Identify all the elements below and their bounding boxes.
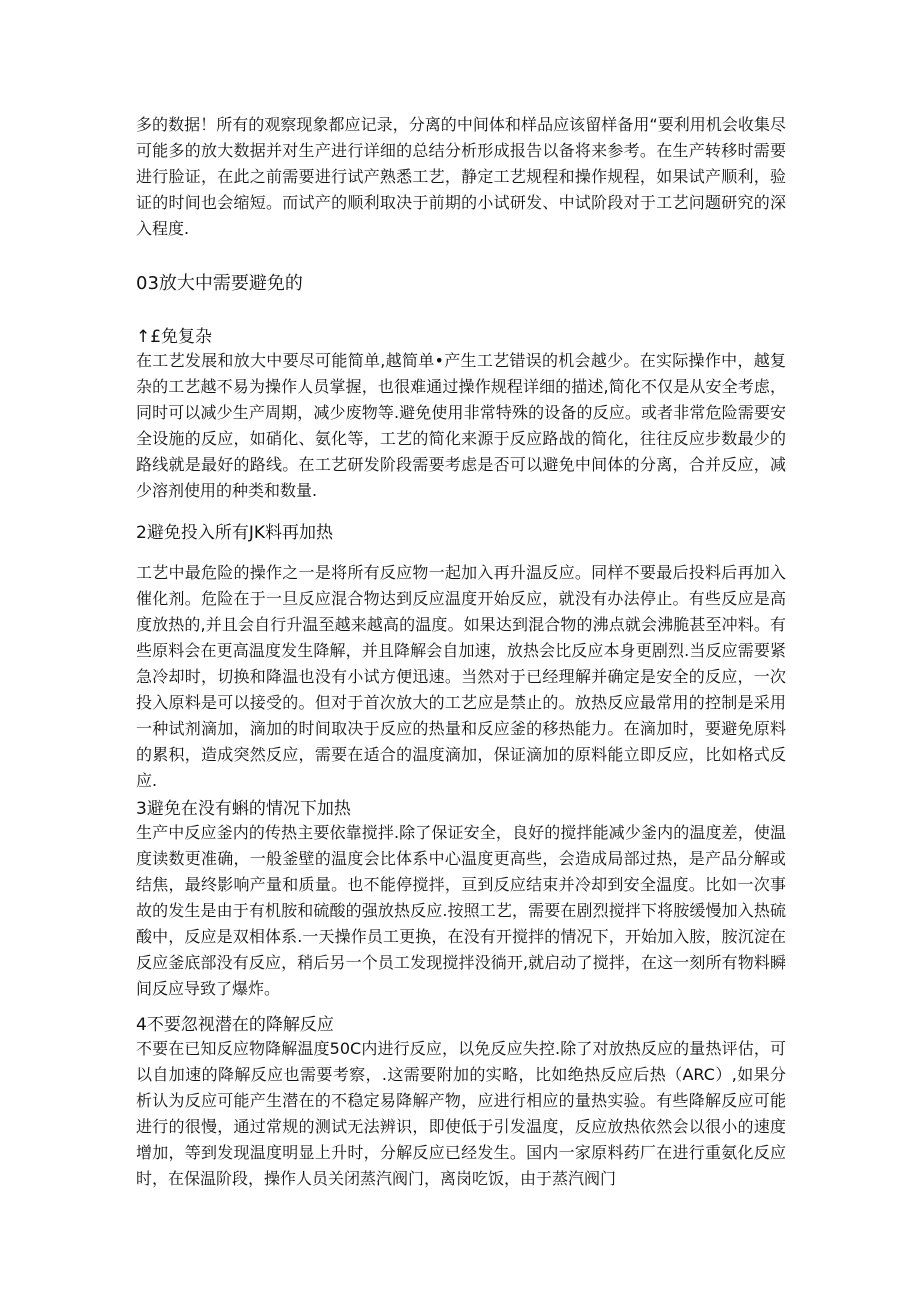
item-heading-3: 3避免在没有蝌的情况下加热 bbox=[136, 799, 351, 819]
item-body-2: 工艺中最危险的操作之一是将所有反应物一起加入再升温反应。同样不要最后投料后再加入催化剂。危险在于一旦反应混合物达到反应温度开始反应，就没有办法停止。有些反应是高度放热的,并且会自行升温至越来越高的温度。如果达到混合物的沸点就会沸脆甚至冲料。有些原料会在更高温度发生降解，并且降解会自加速，放热会比反应本身更剧烈.当反应需要紧急冷却时，切换和降温也没有小试方便迅速。当然对于已经理解并确定是安全的反应，一次投入原料是可以接受的。但对于首次放大的工艺应是禁止的。放热反应最常用的控制是采用一种试剂滴加，滴加的时间取决于反应的热量和反应釜的移热能力。在滴加时，要避免原料的累积，造成突然反应，需要在适合的温度滴加，保证滴加的原料能立即反应，比如格式反应. bbox=[136, 563, 786, 790]
item-heading-4: 4不要忽视潜在的降解反应 bbox=[136, 1015, 334, 1035]
item-body-1: 在工艺发展和放大中要尽可能简单,越简单•产生工艺错误的机会越少。在实际操作中，越复杂的工艺越不易为操作人员掌握，也很难通过操作规程详细的描述,简化不仅是从安全考虑，同时可以减少生产周期，减少废物等.避免使用非常特殊的设备的反应。或者非常危险需要安全设施的反应，如硝化、氨化等，工艺的简化来源于反应路战的简化，往往反应步数最少的路线就是最好的路线。在工艺研发阶段需要考虑是否可以避免中间体的分离，合并反应，减少溶剂使用的种类和数量. bbox=[136, 351, 786, 500]
item-heading-2: 2避免投入所有JK料再加热 bbox=[136, 523, 333, 543]
item-body-3: 生产中反应釜内的传热主要依靠搅拌.除了保证安全，良好的搅拌能减少釜内的温度差，使温度读数更准确，一般釜壁的温度会比体系中心温度更高些，会造成局部过热，是产品分解或结焦，最终影响产量和质量。也不能停搅拌，亘到反应结束并冷却到安全温度。比如一次事故的发生是由于有机胺和硫酸的强放热反应.按照工艺，需要在剧烈搅拌下将胺缓慢加入热硫酸中，反应是双相体系.一天操作员工更换，在没有开搅拌的情况下，开始加入胺，胺沉淀在反应釜底部没有反应，稍后另一个员工发现搅拌没徜开,就启动了搅拌，在这一刻所有物料瞬间反应导致了爆炸。 bbox=[136, 823, 786, 998]
section-title: 03放大中需要避免的 bbox=[136, 273, 303, 294]
item-heading-1: ↑£免复杂 bbox=[136, 327, 213, 347]
item-body-4: 不要在已知反应物降解温度50C内进行反应，以免反应失控.除了对放热反应的量热评估，可以自加速的降解反应也需要考察，.这需要附加的实略，比如绝热反应后热（ARC）,如果分析认为反应可能产生潜在的不稳定易降解产物，应进行相应的量热实验。有些降解反应可能进行的很慢，通过常规的测试无法辨识，即使低于引发温度，反应放热依然会以很小的速度增加，等到发现温度明显上升时，分解反应已经发生。国内一家原料药厂在进行重氨化反应时，在保温阶段，操作人员关闭蒸汽阀门，离岗吃饭，由于蒸汽阀门 bbox=[136, 1039, 786, 1188]
intro-paragraph: 多的数据！所有的观察现象都应记录，分离的中间体和样品应该留样备用“要利用机会收集尽可能多的放大数据并对生产进行详细的总结分析形成报告以备将来参考。在生产转移时需要进行脸证，在此之前需要进行试产熟悉工艺，静定工艺规程和操作规程，如果试产顺利，验证的时间也会缩短。而试产的顺利取决于前期的小试研发、中试阶段对于工艺问题研究的深入程度. bbox=[136, 115, 786, 238]
